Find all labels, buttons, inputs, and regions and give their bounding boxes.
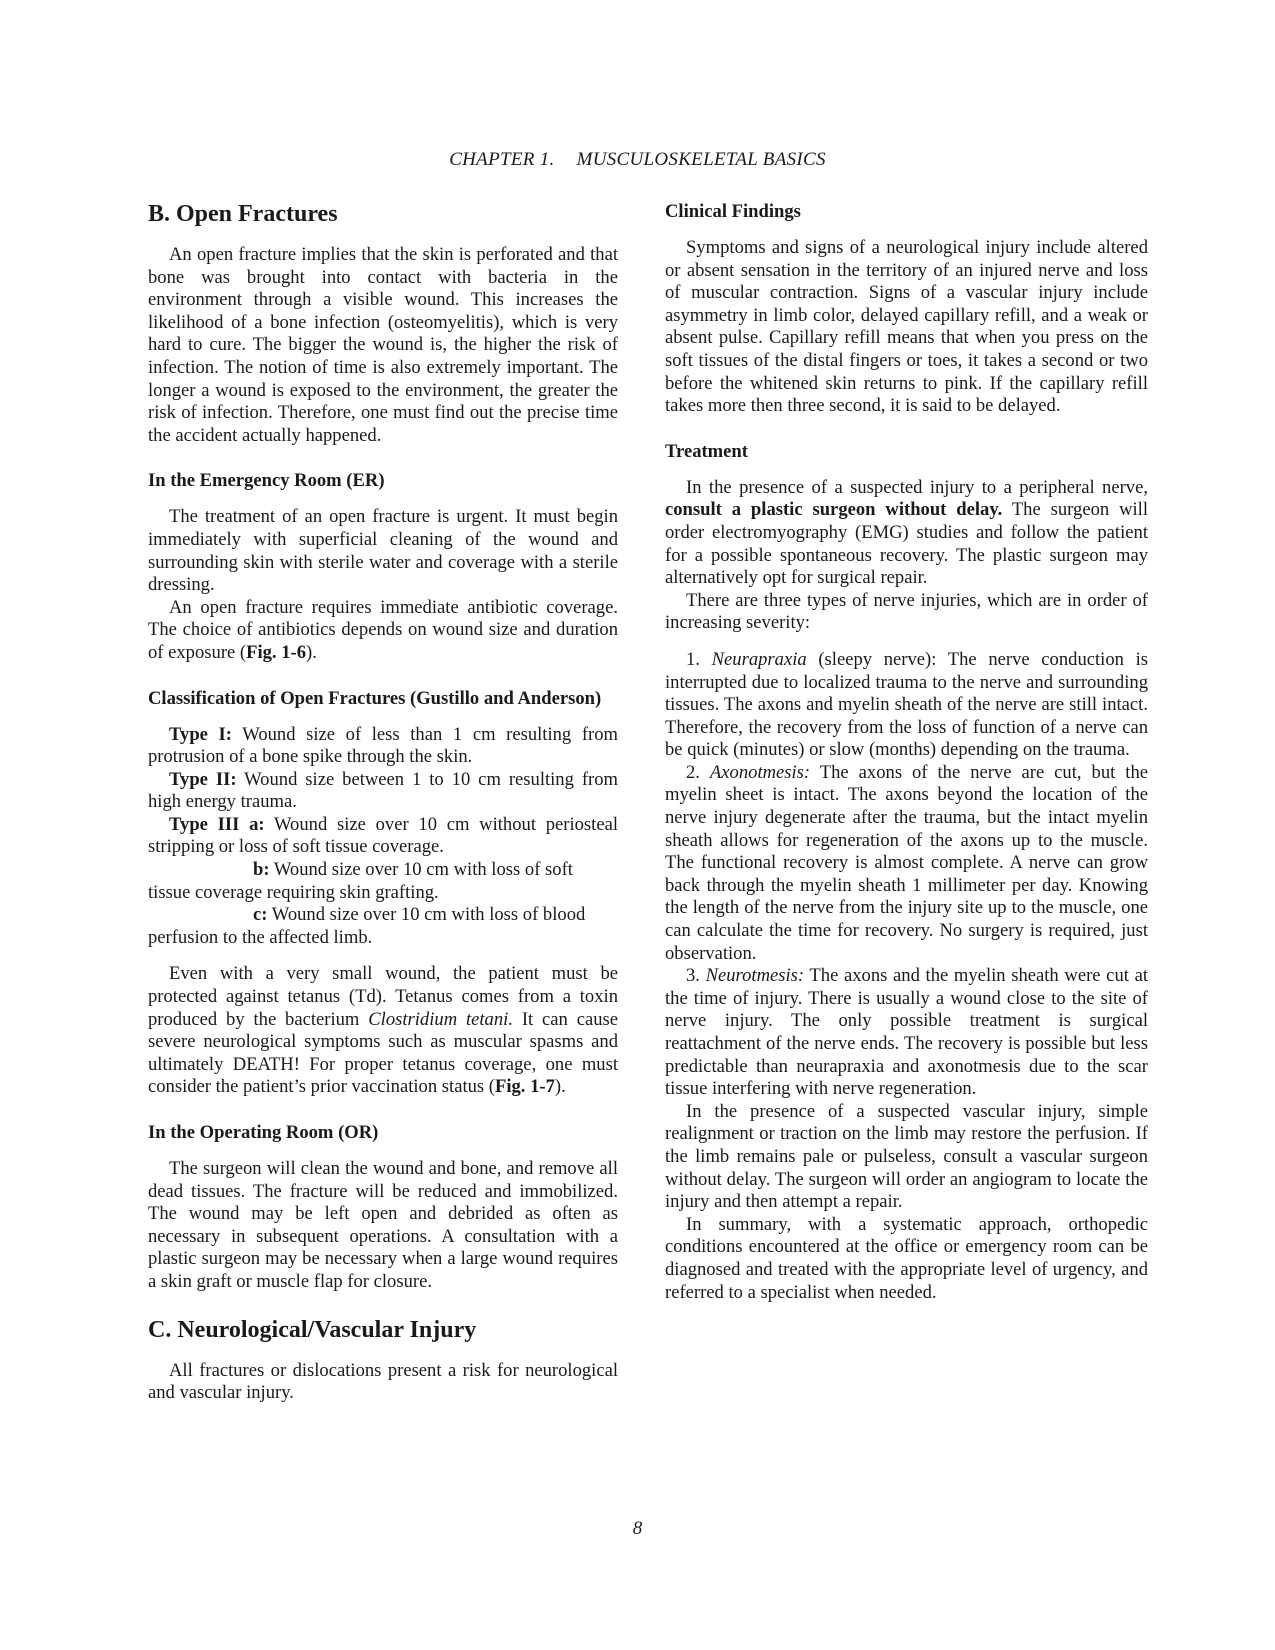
type-3c-item [148,904,618,927]
running-header [0,149,1275,171]
item-3-term: Neurotmesis: [705,965,805,987]
type-2-label: Type II: [169,768,237,790]
page-number: 8 [632,1518,643,1539]
nerve-injury-item-1 [665,649,1148,762]
item-1-term: Neurapraxia [711,648,807,670]
section-b-title: B. Open Fractures [148,201,338,227]
type-3b-item [148,859,618,882]
treatment-paragraph-1 [665,477,1148,590]
nerve-injury-item-2 [665,762,1148,965]
section-c-title: C. Neurological/Vascular Injury [148,1316,477,1343]
type-2-text: Wound size between 1 to 10 cm resulting from high energy trauma. [148,768,618,813]
chapter-label: CHAPTER 1. [449,149,555,170]
fig-1-7-ref: Fig. 1-7 [494,1076,555,1098]
item-3-number: 3. [686,965,706,987]
er-paragraph-1: The treatment of an open fracture is urgent. It must begin immediately with superficial cleaning of the wound and surrounding skin with sterile water and coverage with a sterile dressing. [148,506,618,596]
chapter-title: MUSCULOSKELETAL BASICS [576,149,826,170]
tetanus-paragraph [148,963,618,1099]
type-3c-text: Wound size over 10 cm with loss of blood [267,904,586,926]
vascular-paragraph: In the presence of a suspected vascular injury, simple realignment or traction on the limb may restore the perfusion. If the limb remains pale or pulseless, consult a vascular surgeon without delay. The surgeon will order an angiogram to locate the injury and then attempt a repair. [665,1100,1148,1213]
type-3c-label: c: [253,904,268,926]
classification-heading: Classification of Open Fractures (Gustillo and Anderson) [148,687,602,709]
type-1-item [148,724,618,769]
type-3c-continuation: perfusion to the affected limb. [148,926,373,948]
summary-paragraph: In summary, with a systematic approach, orthopedic conditions encountered at the office or emergency room can be diagnosed and treated with the appropriate level of urgency, and referred to a specialist when needed. [665,1213,1148,1303]
item-3-text: The axons and the myelin sheath were cut at the time of injury. There is usually a wound close to the site of nerve injury. The only possible treatment is surgical reattachment of the nerve ends. The recovery is possible but less predictable than neurapraxia and axonotmesis due to the scar tissue interfering with nerve regeneration. [665,965,1148,1100]
item-2-text: The axons of the nerve are cut, but the myelin sheet is intact. The axons beyond the location of the nerve injury degenerate after the trauma, but the intact myelin sheath allows for regeneration of the axons up to the muscle. The functional recovery is almost complete. A nerve can grow back through the myelin sheath 1 millimeter per day. Knowing the length of the nerve from the injury site up to the muscle, one can calculate the time for recovery. No surgery is required, just observation. [665,761,1148,964]
fig-1-6-ref: Fig. 1-6 [246,641,307,663]
item-2-number: 2. [686,761,710,783]
type-2-item [148,769,618,814]
type-3b-continuation: tissue coverage requiring skin grafting. [148,881,439,903]
clinical-paragraph: Symptoms and signs of a neurological injury include altered or absent sensation in the territory of an injured nerve and loss of muscular contraction. Signs of a vascular injury include asymmetry in limb color, delayed capillary refill, and a weak or absent pulse. Capillary refill means that when you press on the soft tissues of the distal fingers or toes, it takes a second or two before the whitened skin returns to pink. If the capillary refill takes more then three second, it is said to be delayed. [665,237,1148,417]
neuro-paragraph: All fractures or dislocations present a risk for neurological and vascular injury. [148,1359,618,1404]
treatment-text-a: In the presence of a suspected injury to a peripheral nerve, [686,476,1148,498]
clinical-findings-heading: Clinical Findings [665,201,801,222]
or-heading: In the Operating Room (OR) [148,1122,379,1143]
tetanus-end: ). [554,1076,566,1098]
item-2-term: Axonotmesis: [709,761,811,783]
er-paragraph-2-text: An open fracture requires immediate antibiotic coverage. The choice of antibiotics depends on wound size and duration of exposure ( [148,596,618,663]
item-1-text: (sleepy nerve): The nerve conduction is interrupted due to localized trauma to the nerve and surrounding tissues. The axons and myelin sheath of the nerve are still intact. Therefore, the recovery from the loss of function of a nerve can be quick (minutes) or slow (months) depending on the trauma. [665,648,1149,761]
er-paragraph-2 [148,597,618,665]
er-paragraph-2-end: ). [306,641,317,663]
tetanus-organism: Clostridium tetani. [368,1008,513,1030]
type-3a-text: Wound size over 10 cm without periosteal stripping or loss of soft tissue coverage. [148,813,619,858]
type-1-label: Type I: [169,723,232,745]
treatment-paragraph-2: There are three types of nerve injuries, which are in order of increasing severity: [665,589,1148,634]
tetanus-text-1: Even with a very small wound, the patient must be protected against tetanus (Td). Tetanus comes from a toxin produced by the bacterium [148,963,618,1030]
treatment-emphasis: consult a plastic surgeon without delay. [665,499,1003,521]
tetanus-text-2: It can cause severe neurological symptoms such as muscular spasms and ultimately DEATH! For proper tetanus coverage, one must consider the patient’s prior vaccination status ( [148,1008,619,1098]
type-3a-item [148,814,618,859]
or-paragraph: The surgeon will clean the wound and bone, and remove all dead tissues. The fracture will be reduced and immobilized. The wound may be left open and debrided as often as necessary in subsequent operations. A consultation with a plastic surgeon may be necessary when a large wound requires a skin graft or muscle flap for closure. [148,1158,618,1292]
item-1-number: 1. [686,648,712,670]
type-3a-label: Type III a: [169,813,265,835]
left-column [148,200,618,1405]
treatment-heading: Treatment [665,440,748,462]
open-fracture-paragraph: An open fracture implies that the skin is perforated and that bone was brought into contact with bacteria in the environment through a visible wound. This increases the likelihood of a bone infection (osteomyelitis), which is very hard to cure. The bigger the wound is, the higher the risk of infection. The notion of time is also extremely important. The longer a wound is exposed to the environment, the greater the risk of infection. Therefore, one must find out the precise time the accident actually happened. [148,244,618,446]
nerve-injury-item-3 [665,965,1148,1101]
type-1-text: Wound size of less than 1 cm resulting from protrusion of a bone spike through the skin. [148,723,618,768]
treatment-text-b: The surgeon will order electromyography (EMG) studies and follow the patient for a possible spontaneous recovery. The plastic surgeon may alternatively opt for surgical repair. [665,499,1148,589]
type-3b-label: b: [253,859,270,881]
type-3b-text: Wound size over 10 cm with loss of soft [269,859,573,881]
right-column [665,200,1148,1304]
er-heading: In the Emergency Room (ER) [148,470,385,492]
